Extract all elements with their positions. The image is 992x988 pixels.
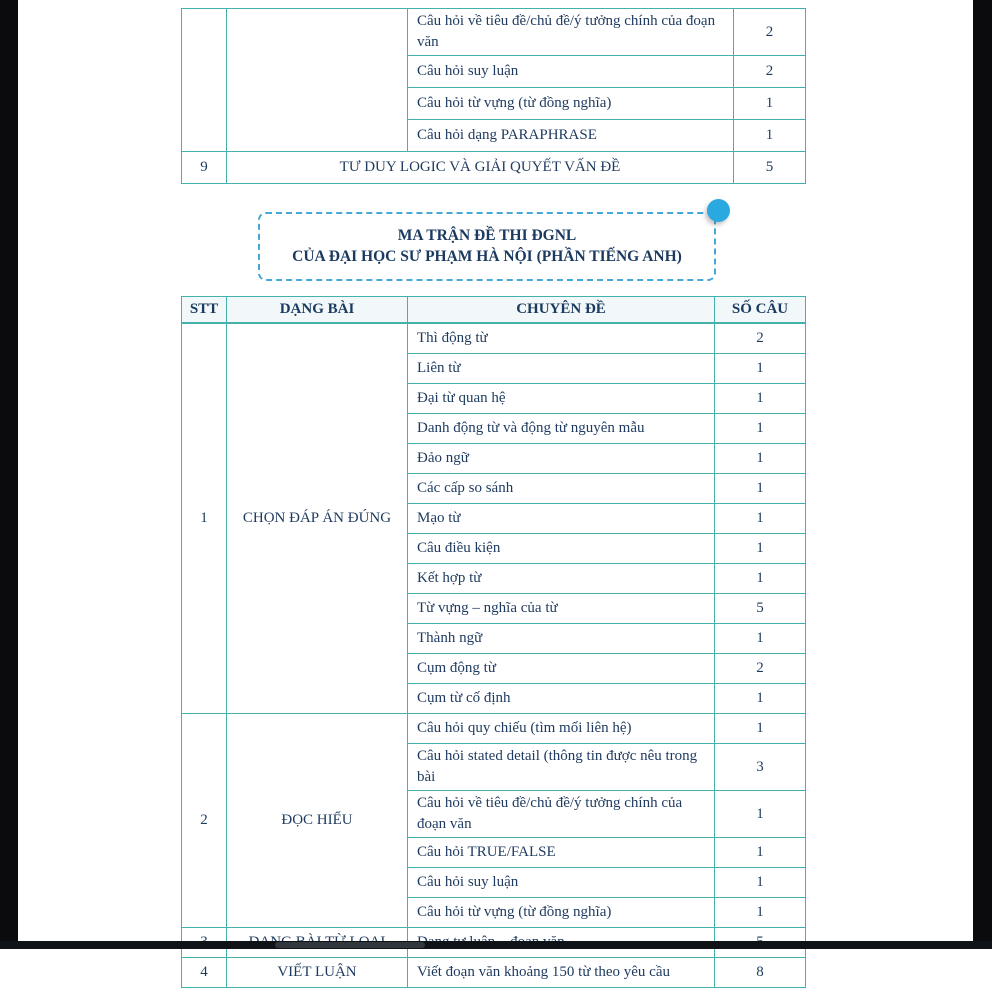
count-cell: 1 bbox=[715, 684, 806, 714]
topic-cell: Thì động từ bbox=[408, 323, 715, 354]
topic-cell: Câu điều kiện bbox=[408, 534, 715, 564]
count-cell: 1 bbox=[734, 120, 806, 152]
count-cell: 1 bbox=[715, 534, 806, 564]
stt-cell: 2 bbox=[182, 714, 227, 928]
topic-cell: Câu hỏi quy chiếu (tìm mối liên hệ) bbox=[408, 714, 715, 744]
stt-cell: 1 bbox=[182, 323, 227, 714]
category-cell: VIẾT LUẬN bbox=[227, 958, 408, 988]
matrix-table-row bbox=[182, 714, 806, 744]
topic-cell: Câu hỏi về tiêu đề/chủ đề/ý tưởng chính của đoạn văn bbox=[408, 791, 715, 838]
topic-cell: Đại từ quan hệ bbox=[408, 384, 715, 414]
topic-cell: Câu hỏi dạng PARAPHRASE bbox=[408, 120, 734, 152]
count-cell: 5 bbox=[715, 594, 806, 624]
topic-cell: Liên từ bbox=[408, 354, 715, 384]
stt-cell: 9 bbox=[182, 152, 227, 184]
topic-cell: Câu hỏi suy luận bbox=[408, 56, 734, 88]
count-cell: 1 bbox=[715, 714, 806, 744]
count-cell: 1 bbox=[715, 504, 806, 534]
topic-cell: Viết đoạn văn khoảng 150 từ theo yêu cầu bbox=[408, 958, 715, 988]
count-cell: 1 bbox=[715, 791, 806, 838]
matrix-table-body bbox=[182, 323, 806, 988]
cut-table-summary-row bbox=[182, 152, 806, 184]
topic-cell: Câu hỏi từ vựng (từ đồng nghĩa) bbox=[408, 88, 734, 120]
column-header: DẠNG BÀI bbox=[227, 297, 408, 324]
count-cell: 2 bbox=[715, 323, 806, 354]
count-cell: 1 bbox=[734, 88, 806, 120]
stt-cell: 4 bbox=[182, 958, 227, 988]
matrix-table-row bbox=[182, 958, 806, 988]
count-cell: 5 bbox=[734, 152, 806, 184]
topic-cell: Câu hỏi TRUE/FALSE bbox=[408, 838, 715, 868]
left-letterbox-bar bbox=[0, 0, 18, 949]
topic-cell: Câu hỏi stated detail (thông tin được nêu trong bài bbox=[408, 744, 715, 791]
right-letterbox-bar bbox=[973, 0, 992, 949]
topic-cell: Câu hỏi suy luận bbox=[408, 868, 715, 898]
count-cell: 2 bbox=[734, 9, 806, 56]
count-cell: 1 bbox=[715, 444, 806, 474]
count-cell: 1 bbox=[715, 414, 806, 444]
corner-dot-icon bbox=[707, 199, 730, 222]
count-cell: 1 bbox=[715, 564, 806, 594]
cut-table-row bbox=[182, 9, 806, 56]
count-cell: 1 bbox=[715, 898, 806, 928]
matrix-header-row bbox=[182, 297, 806, 324]
topic-cell: Cụm từ cố định bbox=[408, 684, 715, 714]
category-cell: CHỌN ĐÁP ÁN ĐÚNG bbox=[227, 323, 408, 714]
count-cell: 1 bbox=[715, 838, 806, 868]
count-cell: 8 bbox=[715, 958, 806, 988]
column-header: CHUYÊN ĐỀ bbox=[408, 297, 715, 324]
topic-cell: Đảo ngữ bbox=[408, 444, 715, 474]
topic-cell: Cụm động từ bbox=[408, 654, 715, 684]
count-cell: 1 bbox=[715, 384, 806, 414]
topic-cell: Thành ngữ bbox=[408, 624, 715, 654]
topic-cell: Câu hỏi từ vựng (từ đồng nghĩa) bbox=[408, 898, 715, 928]
count-cell: 3 bbox=[715, 744, 806, 791]
horizontal-scrollbar-thumb[interactable] bbox=[275, 942, 425, 948]
column-header: SỐ CÂU bbox=[715, 297, 806, 324]
topic-cell: Các cấp so sánh bbox=[408, 474, 715, 504]
count-cell: 2 bbox=[734, 56, 806, 88]
topic-cell: Kết hợp từ bbox=[408, 564, 715, 594]
count-cell: 1 bbox=[715, 624, 806, 654]
count-cell: 2 bbox=[715, 654, 806, 684]
column-header: STT bbox=[182, 297, 227, 324]
matrix-table-head bbox=[182, 297, 806, 324]
topic-cell: Danh động từ và động từ nguyên mẫu bbox=[408, 414, 715, 444]
topic-cell: Mạo từ bbox=[408, 504, 715, 534]
matrix-table-row bbox=[182, 323, 806, 354]
count-cell: 1 bbox=[715, 354, 806, 384]
cut-table-body bbox=[182, 9, 806, 184]
page-title-line2: CỦA ĐẠI HỌC SƯ PHẠM HÀ NỘI (PHẦN TIẾNG ANH) bbox=[292, 248, 682, 265]
category-cell: ĐỌC HIỂU bbox=[227, 714, 408, 928]
cut-table bbox=[181, 8, 806, 184]
count-cell: 1 bbox=[715, 474, 806, 504]
page-title-line1: MA TRẬN ĐỀ THI ĐGNL bbox=[397, 227, 577, 244]
title-box bbox=[258, 212, 716, 281]
empty-category-cell bbox=[227, 9, 408, 152]
topic-cell: Câu hỏi về tiêu đề/chủ đề/ý tưởng chính của đoạn văn bbox=[408, 9, 734, 56]
bottom-scrollbar-track bbox=[0, 941, 992, 949]
summary-label-cell: TƯ DUY LOGIC VÀ GIẢI QUYẾT VẤN ĐỀ bbox=[227, 152, 734, 184]
topic-cell: Từ vựng – nghĩa của từ bbox=[408, 594, 715, 624]
exam-matrix-table bbox=[181, 296, 806, 988]
count-cell: 1 bbox=[715, 868, 806, 898]
empty-stt-cell bbox=[182, 9, 227, 152]
